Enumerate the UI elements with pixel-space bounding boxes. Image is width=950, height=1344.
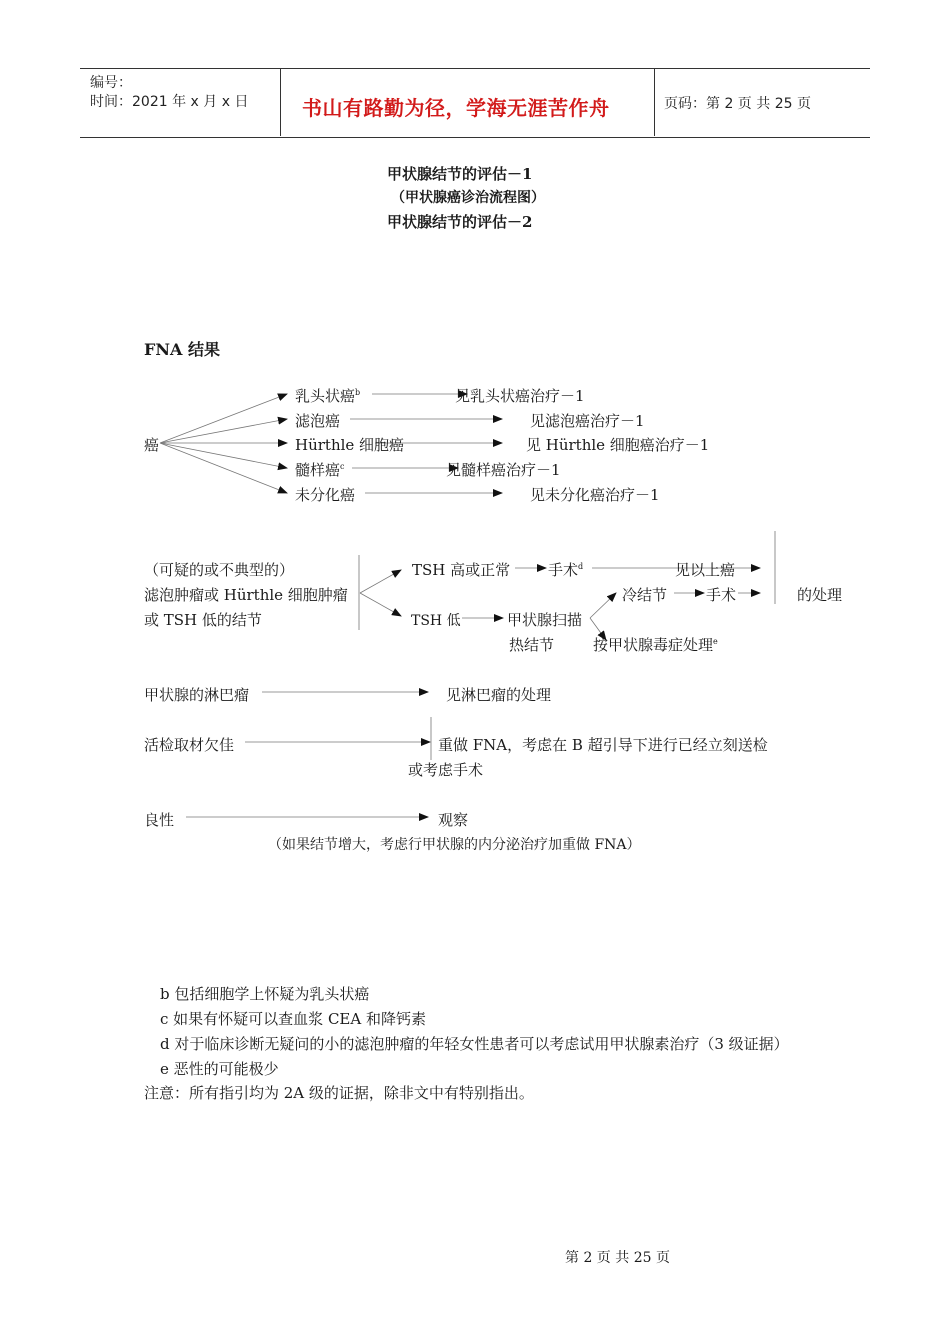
target-follicular: 见滤泡癌治疗－1 [530,412,645,430]
see-above-label: 见以上癌 [675,561,736,579]
hot-nodule-label: 热结节 [509,636,555,654]
target-medullary: 见髓样癌治疗－1 [446,461,561,479]
footnote-d: d 对于临床诊断无疑问的小的滤泡肿瘤的年轻女性患者可以考虑试用甲状腺素治疗（3 级证据） [160,1035,789,1053]
surgery-2-label: 手术 [706,586,737,604]
suspicious-line-2: 滤泡肿瘤或 Hürthle 细胞肿瘤 [144,586,348,604]
lymphoma-target: 见淋巴瘤的处理 [446,686,552,704]
title-2: （甲状腺癌诊治流程图） [391,190,545,206]
evidence-note: 注意：所有指引均为 2A 级的证据，除非文中有特别指出。 [144,1084,534,1102]
page-indicator: 页码：第 2 页 共 25 页 [664,96,811,112]
page-footer: 第 2 页 共 25 页 [565,1250,670,1266]
cancer-label: 癌 [144,436,160,454]
benign-target: 观察 [438,811,469,829]
footnote-e: e 恶性的可能极少 [160,1060,279,1078]
tsh-low-label: TSH 低 [411,613,461,629]
benign-note: （如果结节增大，考虑行甲状腺的内分泌治疗加重做 FNA） [268,837,641,853]
scan-label: 甲状腺扫描 [507,611,583,629]
doc-number: 编号： [90,75,132,91]
title-3: 甲状腺结节的评估－2 [387,213,533,231]
lymphoma-label: 甲状腺的淋巴瘤 [144,686,250,704]
branch-anaplastic: 未分化癌 [295,486,356,504]
suspicious-line-3: 或 TSH 低的结节 [144,611,262,629]
tsh-high-label: TSH 高或正常 [412,561,511,579]
benign-label: 良性 [144,811,175,829]
cold-nodule-label: 冷结节 [622,586,668,604]
footnote-b: b 包括细胞学上怀疑为乳头状癌 [160,985,370,1003]
inadequate-label: 活检取材欠佳 [144,736,235,754]
treatment-of-label: 的处理 [797,586,843,604]
target-papillary: 见乳头状癌治疗－1 [455,387,585,405]
inadequate-target-1: 重做 FNA，考虑在 B 超引导下进行已经立刻送检 [438,736,768,754]
doc-time: 时间：2021 年 x 月 x 日 [90,94,249,110]
target-anaplastic: 见未分化癌治疗－1 [530,486,660,504]
fna-heading: FNA 结果 [144,340,220,359]
motto: 书山有路勤为径，学海无涯苦作舟 [302,96,610,120]
target-hurthle: 见 Hürthle 细胞癌治疗－1 [526,436,710,454]
hyperthyroid-label: 按甲状腺毒症处理$^e$ [593,636,718,654]
suspicious-line-1: （可疑的或不典型的） [144,561,295,579]
inadequate-target-2: 或考虑手术 [408,761,484,779]
branch-hurthle: Hürthle 细胞癌 [295,436,405,454]
title-1: 甲状腺结节的评估－1 [387,165,533,183]
branch-papillary: 乳头状癌$^b$ [295,387,361,405]
branch-follicular: 滤泡癌 [295,412,341,430]
branch-medullary: 髓样癌$^c$ [295,461,345,479]
surgery-label: 手术$^d$ [548,561,584,579]
footnote-c: c 如果有怀疑可以查血浆 CEA 和降钙素 [160,1010,426,1028]
